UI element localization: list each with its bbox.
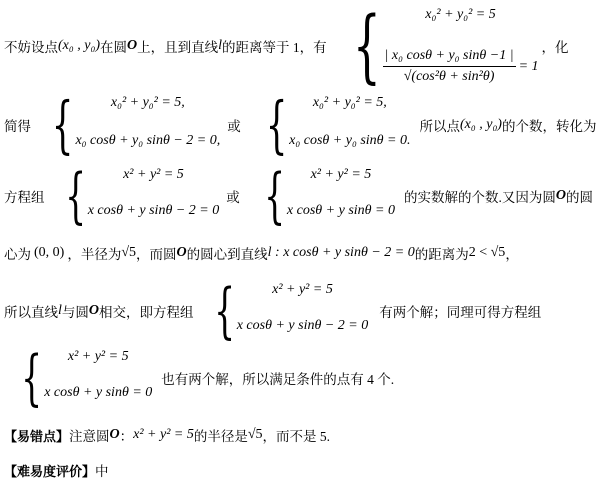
system-rows	[42, 348, 152, 402]
system-rows	[381, 6, 539, 86]
paragraph-4	[4, 238, 612, 268]
error-prone-note	[4, 422, 612, 448]
text: ，而不是 5.	[262, 429, 331, 444]
text: 的圆	[565, 190, 593, 205]
system-row: x₀² + y₀² = 5,	[312, 95, 387, 110]
left-brace: {	[213, 276, 235, 346]
text: 相交，即方程组	[99, 305, 194, 320]
system-row: x₀² + y₀² = 5	[425, 7, 496, 22]
paragraph-5	[4, 276, 612, 346]
circle-O: O	[555, 188, 566, 203]
text: 不妨设点	[4, 40, 58, 55]
distance-inequality: 2 < √5	[468, 245, 506, 260]
circle-O: O	[88, 303, 100, 318]
difficulty-value: 中	[95, 464, 109, 479]
circle-equation: x² + y² = 5	[133, 427, 194, 442]
radius-value: √5	[247, 427, 263, 442]
point-x0-y0: (x₀ , y₀)	[459, 117, 502, 132]
system-rows	[285, 166, 395, 220]
system-row: x² + y² = 5	[67, 349, 129, 364]
text: ，半径为	[67, 247, 122, 262]
text: 简得	[4, 119, 31, 134]
text: ：	[119, 429, 134, 444]
note-label: 【易错点】	[4, 429, 70, 445]
center-coords: (0, 0)	[34, 245, 65, 260]
text: ，	[505, 247, 519, 262]
equation-system-3b	[247, 161, 395, 231]
system-row: x cosθ + y sinθ − 2 = 0	[236, 318, 369, 333]
denominator: √(cos²θ + sin²θ)	[403, 69, 495, 84]
system-rows	[287, 94, 410, 150]
radius-value: √5	[121, 245, 137, 260]
text: 上，且到直线	[137, 40, 219, 55]
circle-O: O	[176, 245, 187, 260]
system-row: x² + y² = 5	[272, 282, 333, 297]
equation-system-1	[330, 0, 539, 92]
line-l: l	[58, 303, 62, 318]
text: 的个数，转化为	[501, 119, 597, 134]
fraction	[383, 47, 516, 86]
equation-system-3a	[48, 161, 220, 231]
system-rows	[73, 94, 220, 150]
left-brace: {	[21, 343, 43, 413]
equals-one: = 1	[518, 58, 539, 74]
system-row: x cosθ + y sinθ = 0	[286, 203, 395, 218]
paragraph-2	[4, 90, 612, 160]
system-rows	[235, 281, 369, 335]
left-brace: {	[352, 0, 381, 92]
left-brace: {	[64, 161, 86, 231]
text-or: 或	[226, 190, 240, 205]
text-or: 或	[227, 119, 241, 134]
paragraph-6	[4, 343, 612, 413]
left-brace: {	[265, 88, 288, 161]
left-brace: {	[51, 88, 74, 161]
left-brace: {	[263, 161, 285, 231]
equation-system-5	[197, 276, 369, 346]
line-l: l	[218, 38, 223, 53]
text: 方程组	[4, 190, 45, 205]
numerator: | x₀ cosθ + y₀ sinθ −1 |	[383, 47, 516, 67]
difficulty-label: 【难易度评价】	[4, 464, 96, 480]
system-row: x² + y² = 5	[310, 167, 372, 182]
system-row: x₀ cosθ + y₀ sinθ = 0.	[289, 133, 411, 148]
text: 所以直线	[4, 305, 58, 320]
system-row: x² + y² = 5	[123, 167, 184, 182]
text: ，化	[541, 40, 569, 55]
text: 的距离为	[414, 247, 469, 262]
system-row: x cosθ + y sinθ − 2 = 0	[87, 203, 220, 218]
equation-system-2a	[34, 88, 221, 161]
system-row: x cosθ + y sinθ = 0	[44, 385, 153, 400]
text: 所以点	[419, 119, 460, 134]
circle-O: O	[109, 427, 120, 442]
text: 的距离等于 1，有	[222, 40, 327, 55]
distance-equation	[383, 47, 539, 86]
equation-system-2b	[248, 88, 411, 161]
point-x0-y0: (x₀ , y₀)	[58, 38, 100, 53]
text: 的半径是	[193, 429, 248, 444]
text: 的实数解的个数.又因为圆	[403, 190, 556, 205]
text: 的圆心到直线	[186, 247, 268, 262]
paragraph-3	[4, 161, 612, 231]
difficulty-rating	[4, 458, 612, 482]
circle-O: O	[127, 38, 138, 53]
system-row: x₀ cosθ + y₀ sinθ − 2 = 0,	[75, 133, 221, 148]
text: 也有两个解，所以满足条件的点有 4 个.	[161, 372, 395, 387]
text: 心为	[4, 247, 31, 262]
text: ，而圆	[136, 247, 177, 262]
text: 与圆	[61, 305, 89, 320]
system-row: x₀² + y₀² = 5,	[110, 95, 185, 110]
line-equation: l : x cosθ + y sinθ − 2 = 0	[267, 245, 415, 260]
text: 有两个解；同理可得方程组	[379, 305, 542, 320]
system-rows	[86, 166, 220, 220]
equation-system-6	[4, 343, 153, 413]
paragraph-1	[4, 0, 612, 92]
text: 在圆	[100, 40, 127, 55]
text: 注意圆	[69, 429, 110, 444]
